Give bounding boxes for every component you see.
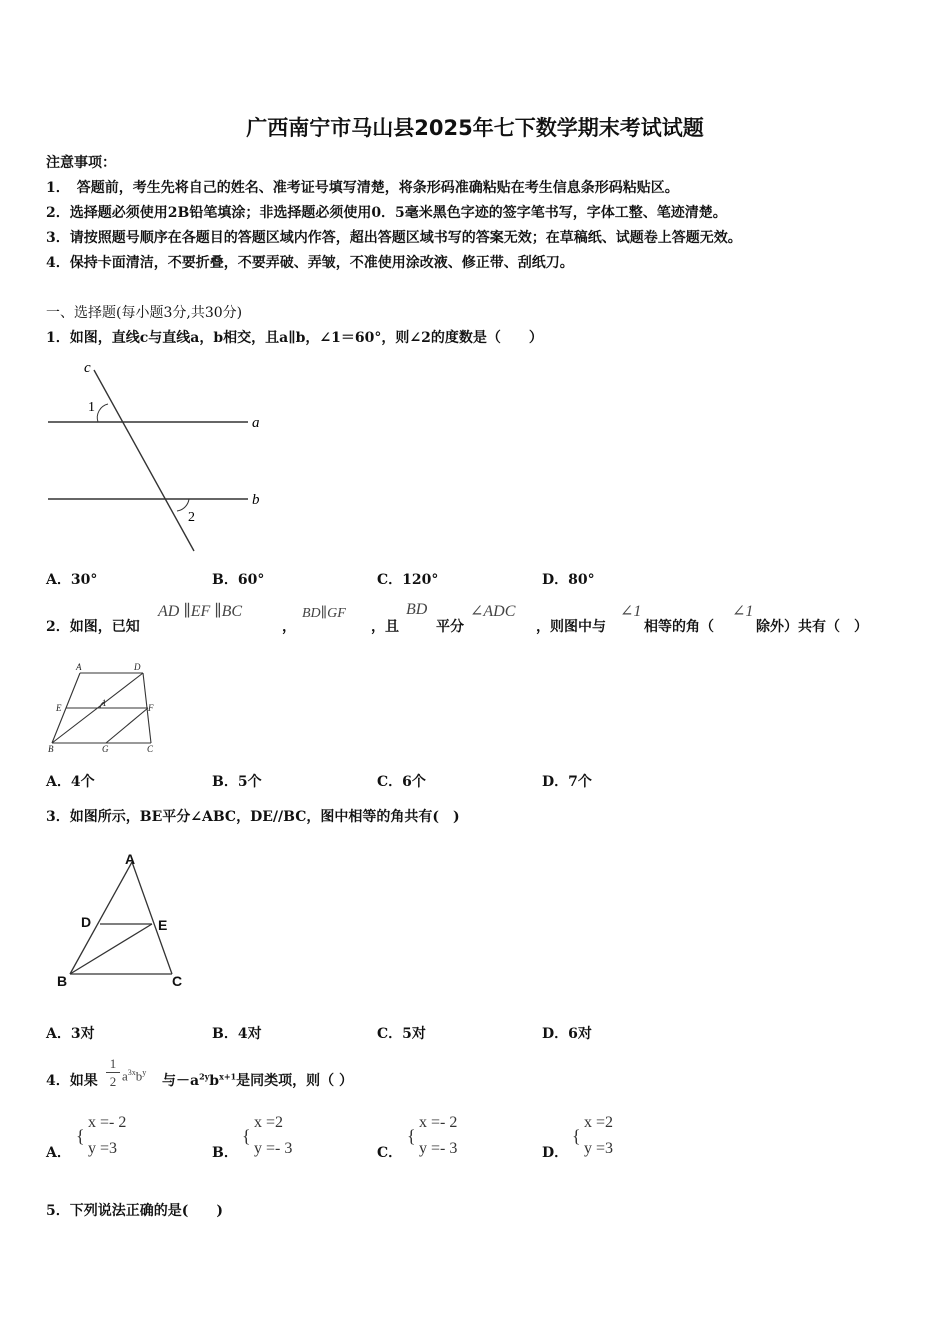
label-2: 2: [188, 510, 195, 525]
label-b: b: [252, 492, 260, 508]
q2-text-4: 相等的角（: [644, 619, 714, 635]
option-d-label: D．: [542, 1145, 569, 1161]
label-1: 1: [88, 400, 95, 415]
brace: {: [242, 1126, 251, 1146]
section-heading: 一、选择题(每小题3分,共30分): [46, 305, 243, 321]
term2-a: 与－a: [162, 1073, 200, 1089]
segment-be: [70, 924, 152, 974]
label-a: A: [76, 662, 82, 672]
q4-fraction: [106, 1056, 120, 1091]
q4-number: 4．如果: [46, 1073, 98, 1089]
option-b-label: B．: [212, 1145, 238, 1161]
question-4-stem: [46, 1056, 546, 1096]
q2-math-bd: BD: [406, 601, 428, 618]
label-a: A: [125, 851, 136, 867]
label-c: C: [147, 744, 154, 754]
question-2-figure: [44, 660, 174, 755]
fraction-denominator: 2: [106, 1072, 120, 1091]
note-item-3: 3．请按照题号顺序在各题目的答题区域内作答，超出答题区域书写的答案无效；在草稿纸、试题卷上答题无效。: [46, 230, 742, 246]
brace: {: [76, 1126, 85, 1146]
label-e: E: [56, 703, 62, 713]
label-a: a: [252, 415, 260, 431]
question-5-stem: 5．下列说法正确的是( ): [46, 1203, 223, 1219]
label-d: D: [81, 914, 92, 930]
option-d[interactable]: D．7个: [542, 774, 592, 790]
label-g: G: [102, 744, 109, 754]
term1-b: b: [135, 1068, 143, 1084]
q2-text-5: 除外）共有（ ）: [756, 619, 868, 635]
equation-x: x =2: [584, 1114, 614, 1131]
q2-math-angle1-b: ∠1: [732, 603, 754, 620]
question-4-options: [46, 1112, 746, 1168]
option-a-label: A．: [46, 1145, 71, 1161]
option-c[interactable]: C．120°: [377, 572, 439, 588]
q2-math-parallel-2: BD∥GF: [302, 606, 346, 621]
option-c-label: C．: [377, 1145, 403, 1161]
brace: {: [407, 1126, 416, 1146]
label-f: F: [148, 703, 154, 713]
q4-term-2: [162, 1070, 353, 1090]
equation-x: x =- 2: [419, 1114, 458, 1131]
label-c: c: [84, 360, 91, 376]
option-b[interactable]: B．60°: [212, 572, 265, 588]
equation-y: y =3: [88, 1140, 118, 1157]
notes-heading: 注意事项：: [46, 155, 116, 171]
equation-y: y =- 3: [254, 1140, 293, 1157]
label-e: E: [158, 917, 168, 933]
q2-text-1: ，且: [371, 619, 399, 635]
equation-y: y =3: [584, 1140, 614, 1157]
term1-b-exponent: y: [142, 1068, 147, 1077]
option-a[interactable]: A．3对: [46, 1026, 95, 1042]
line-c: [94, 370, 194, 551]
q2-sep: ，: [282, 619, 296, 635]
term2-b: b: [209, 1073, 220, 1089]
equation-x: x =2: [254, 1114, 284, 1131]
label-b: B: [57, 973, 68, 989]
option-b[interactable]: B．4对: [212, 1026, 262, 1042]
q2-math-parallel-1: AD ∥EF ∥BC: [158, 603, 243, 620]
label-b: B: [48, 744, 54, 754]
q2-text-3: ，则图中与: [536, 619, 606, 635]
question-3-figure: [50, 848, 200, 993]
q2-number: 2．如图，已知: [46, 619, 140, 635]
option-a[interactable]: A．30°: [46, 572, 98, 588]
label-c: C: [172, 973, 183, 989]
q2-math-adc: ∠ADC: [470, 603, 516, 620]
label-d: D: [134, 662, 141, 672]
term2-a-exponent: 2y: [199, 1071, 210, 1082]
term2-b-exponent: x+1: [219, 1071, 237, 1082]
fraction-numerator: 1: [109, 1056, 117, 1071]
option-b[interactable]: B．5个: [212, 774, 262, 790]
question-2-stem: [46, 601, 906, 635]
term1-a-exponent: 3x: [127, 1068, 136, 1077]
brace: {: [572, 1126, 581, 1146]
option-c[interactable]: C．5对: [377, 1026, 426, 1042]
angle-1-arc: [97, 404, 108, 422]
label-1: 1: [102, 698, 107, 708]
note-item-4: 4．保持卡面清洁，不要折叠，不要弄破、弄皱，不准使用涂改液、修正带、刮纸刀。: [46, 255, 574, 271]
page-title: 广西南宁市马山县2025年七下数学期末考试试题: [246, 116, 704, 140]
segment-ab: [70, 862, 132, 974]
equation-y: y =- 3: [419, 1140, 458, 1157]
option-d[interactable]: D．80°: [542, 572, 595, 588]
question-3-stem: 3．如图所示，BE平分∠ABC，DE//BC，图中相等的角共有( ): [46, 809, 460, 825]
q4-term-1: [122, 1068, 146, 1084]
option-d[interactable]: D．6对: [542, 1026, 592, 1042]
q2-math-angle1-a: ∠1: [620, 603, 642, 620]
q4-tail: 是同类项，则（ ）: [236, 1073, 354, 1089]
question-1-stem: 1．如图，直线c与直线a，b相交，且a∥b，∠1＝60°，则∠2的度数是（ ）: [46, 330, 543, 346]
option-c[interactable]: C．6个: [377, 774, 426, 790]
equation-x: x =- 2: [88, 1114, 127, 1131]
option-a[interactable]: A．4个: [46, 774, 95, 790]
note-item-2: 2．选择题必须使用2B铅笔填涂；非选择题必须使用0．5毫米黑色字迹的签字笔书写，字体工整、笔迹清楚。: [46, 205, 727, 221]
question-1-figure: [44, 358, 274, 558]
term1-a: a: [122, 1068, 128, 1084]
q2-text-2: 平分: [436, 619, 464, 635]
note-item-1: 1． 答题前，考生先将自己的姓名、准考证号填写清楚，将条形码准确粘贴在考生信息条形码粘贴区。: [46, 180, 679, 196]
segment-gf: [106, 708, 148, 743]
